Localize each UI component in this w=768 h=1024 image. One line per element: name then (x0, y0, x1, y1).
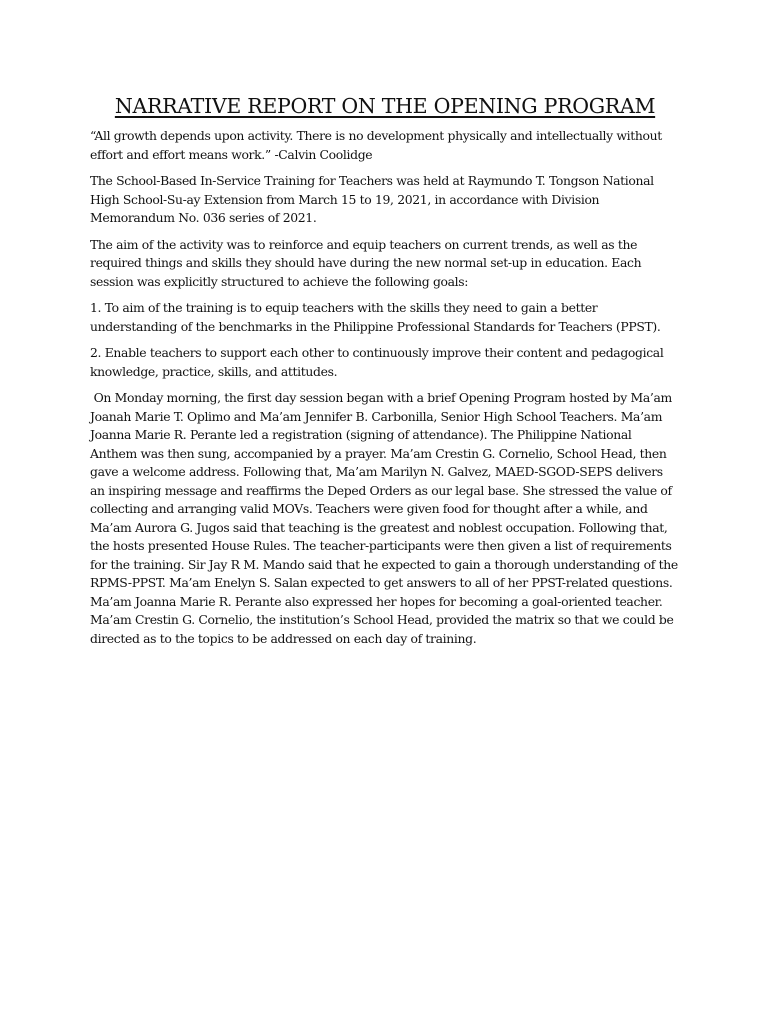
paragraph-goal-1: 1. To aim of the training is to equip teachers with the skills they need to gain a better understanding of the benchmarks in the Philippine Professional Standards for Teachers (PPST). (90, 300, 661, 334)
paragraph-quote: “All growth depends upon activity. There is no development physically and intellectually without effort and effort means work.” -Calvin Coolidge (90, 128, 662, 162)
paragraph-goal-2: 2. Enable teachers to support each other to continuously improve their content and pedagogical knowledge, practice, skills, and attitudes. (90, 345, 664, 379)
paragraph-aim: The aim of the activity was to reinforce and equip teachers on current trends, as well as the required things and skills they should have during the new normal set-up in education. Each session was explicitly structured to achieve the following goals: (90, 236, 642, 289)
paragraph-training-venue: The School-Based In-Service Training for Teachers was held at Raymundo T. Tongson National High School-Su-ay Extension from March 15 to 19, 2021, in accordance with Division Memorandum No. 036 series of 2021. (90, 173, 654, 225)
page-title: NARRATIVE REPORT ON THE OPENING PROGRAM (114, 94, 656, 118)
paragraph-narrative: On Monday morning, the first day session began with a brief Opening Program hosted by Ma’am Joanah Marie T. Oplimo and Ma’am Jennifer B. Carbonilla, Senior High School Teachers. Ma’am Joanna Marie R. Perante led a registration (signing of attendance). The Philippine National Anthem was then sung, accompanied by a prayer. Ma’am Crestin G. Cornelio, School Head, then gave a welcome address. Following that, Ma’am Marilyn N. Galvez, MAED-SGOD-SEPS delivers an inspiring message and reaffirms the Deped Orders as our legal base. She stressed the value of collecting and arranging valid MOVs. Teachers were given food for thought after a while, and Ma’am Aurora G. Jugos said that teaching is the greatest and noblest occupation. Following that, the hosts presented House Rules. The teacher-participants were then given a list of requirements for the training. Sir Jay R M. Mando said that he expected to gain a thorough understanding of the RPMS-PPST. Ma’am Enelyn S. Salan expected to get answers to all of her PPST-related questions. Ma’am Joanna Marie R. Perante also expressed her hopes for becoming a goal-oriented teacher. Ma’am Crestin G. Cornelio, the institution’s School Head, provided the matrix so that we could be directed as to the topics to be addressed on each day of training. (90, 390, 682, 646)
document-body (90, 127, 680, 648)
